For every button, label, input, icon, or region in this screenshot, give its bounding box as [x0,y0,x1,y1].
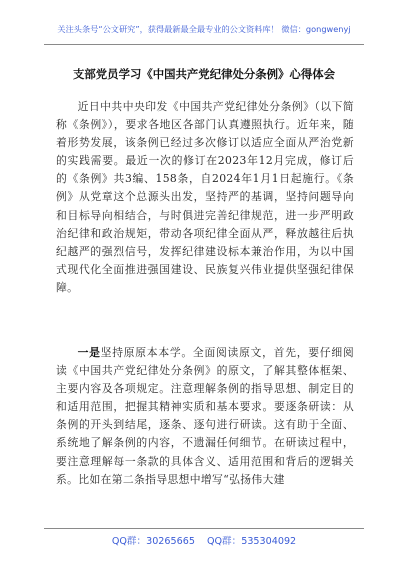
header-divider [44,44,364,45]
qq-group-1: QQ群：30265665 [111,536,195,547]
header-banner: 关注头条号“公文研究”，获得最新最全最专业的公文资料库！ 微信：gongwenyj [57,24,351,34]
body-paragraph-2 [56,344,354,489]
qq-group-2: QQ群：535304092 [206,536,297,547]
paragraph-lead: 一是 [77,346,101,359]
body-paragraph-1: 近日中共中央印发《中国共产党纪律处分条例》（以下简称《条例》），要求各地区各部门认真遵照执行。近年来，随着形势发展，该条例已经过多次修订以适应全面从严治党新的实践需要。最近一次的修订在2023年12月完成，修订后的《条例》共3编、158条，自2024年1月1日起施行。《条例》从党章这个总源头出发，坚持严的基调，坚持问题导向和目标导向相结合，与时俱进完善纪律规范，进一步严明政治纪律和政治规矩，带动各项纪律全面从严，释放越往后执纪越严的强烈信号，发挥纪律建设标本兼治作用，为以中国式现代化全面推进强国建设、民族复兴伟业提供坚强纪律保障。 [56,100,354,294]
footer-divider [44,528,364,529]
paragraph-2-text: 坚持原原本本学。全面阅读原文，首先，要仔细阅读《中国共产党纪律处分条例》的原文，了解其整体框架、主要内容及各项规定。注意理解条例的指导思想、制定目的和适用范围，把握其精神实质和基本要求。要逐条研读：从条例的开头到结尾，逐条、逐句进行研读。这有助于全面、系统地了解条例的内容，不遗漏任何细节。在研读过程中，要注意理解每一条款的具体含义、适用范围和背后的逻辑关系。比如在第二条指导思想中增写“弘扬伟大建 [56,346,355,486]
footer-contact [0,533,408,547]
document-title: 支部党员学习《中国共产党纪律处分条例》心得体会 [73,67,335,81]
